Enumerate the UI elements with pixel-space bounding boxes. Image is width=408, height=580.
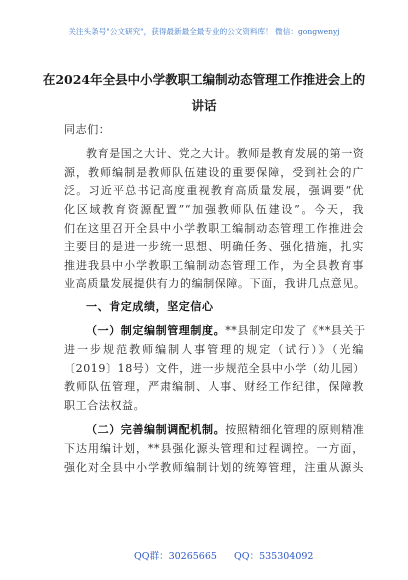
paragraph-line: 泛。习近平总书记高度重视教育高质量发展，强调要“优 bbox=[64, 184, 364, 197]
footer bbox=[0, 548, 408, 562]
document-title-line-2: 讲话 bbox=[191, 98, 217, 113]
paragraph-line: 们在这里召开全县中小学教职工编制动态管理工作推进会 bbox=[64, 222, 364, 235]
subsection-text: 按照精细化管理的原则精准 bbox=[225, 423, 365, 436]
section-heading: 一、肯定成绩，坚定信心 bbox=[86, 300, 214, 313]
paragraph-line: 业高质量发展提供有力的编制保障。下面，我讲几点意见。 bbox=[64, 277, 366, 290]
subsection-text: **县制定印发了《**县关于 bbox=[225, 324, 366, 337]
paragraph-line: 化区域教育资源配置”“加强教师队伍建设”。今天，我 bbox=[64, 203, 364, 216]
salutation: 同志们： bbox=[64, 123, 111, 136]
footer-qq: QQ：535304092 bbox=[234, 551, 314, 562]
paragraph-line: 下达用编计划，**县强化源头管理和过程调控。一方面， bbox=[64, 442, 364, 455]
subsection-first-line bbox=[86, 423, 364, 437]
subsection-first-line bbox=[86, 324, 364, 338]
header-banner: 关注头条号"公文研究"，获得最新最全最专业的公文资料库！ 微信：gongwenyj bbox=[68, 27, 340, 36]
paragraph-line: 强化对全县中小学教师编制计划的统筹管理，注重从源头 bbox=[64, 461, 364, 474]
paragraph-line: 职工合法权益。 bbox=[64, 399, 146, 412]
paragraph-line: 教育是国之大计、党之大计。教师是教育发展的第一资 bbox=[86, 147, 365, 160]
paragraph-line: 教师队伍管理，严肃编制、人事、财经工作纪律，保障教 bbox=[64, 380, 364, 393]
paragraph-line: 〔2019〕18号）文件，进一步规范全县中小学（幼儿园） bbox=[64, 362, 365, 375]
paragraph-line: 进一步规范教师编制人事管理的规定（试行）》（光编 bbox=[64, 343, 364, 356]
subsection-heading: （二）完善编制调配机制。 bbox=[86, 423, 226, 436]
footer-qq-group: QQ群：30265665 bbox=[134, 551, 217, 562]
paragraph-line: 推进我县中小学教职工编制动态管理工作，为全县教育事 bbox=[64, 259, 364, 272]
paragraph-line: 源，教师编制是教师队伍建设的重要保障，受到社会的广 bbox=[64, 166, 364, 179]
paragraph-line: 主要目的是进一步统一思想、明确任务、强化措施，扎实 bbox=[64, 240, 364, 253]
document-title-line-1: 在2024年全县中小学教职工编制动态管理工作推进会上的 bbox=[42, 72, 366, 87]
subsection-heading: （一）制定编制管理制度。 bbox=[86, 324, 226, 337]
